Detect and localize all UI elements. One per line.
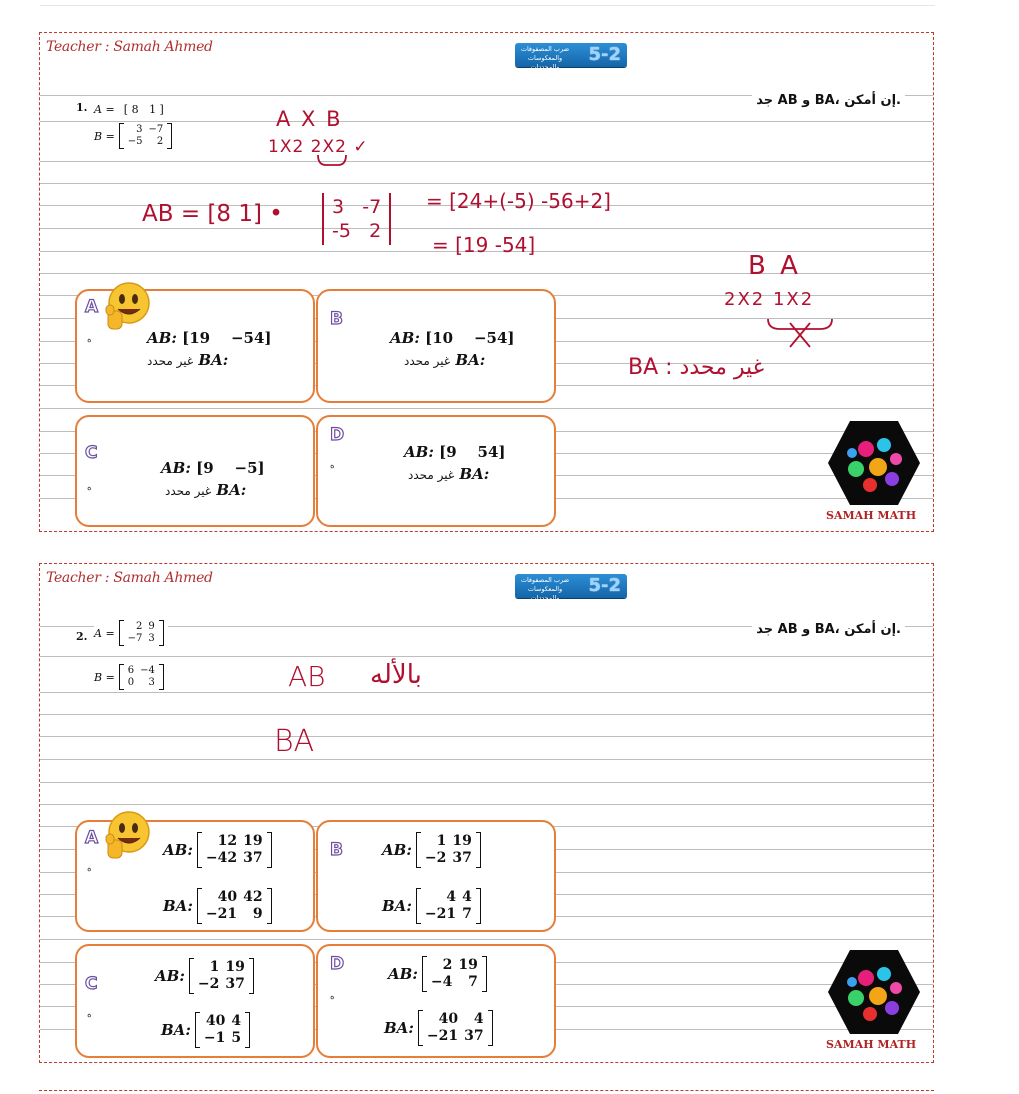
matrix-b: B = 3 −7 −5 2 bbox=[94, 123, 176, 149]
lesson-badge bbox=[515, 574, 627, 602]
option-a[interactable]: A ه AB: [19 −54] غير محدد BA: bbox=[75, 289, 315, 403]
option-b[interactable]: B AB: 1 19 −2 37 BA: 4 4 −21 7 bbox=[316, 820, 556, 932]
option-b-ba: غير محدد BA: bbox=[404, 351, 486, 369]
hw-ba-result: BA : غير محدد bbox=[628, 355, 765, 380]
hw-step1-right: = [24+(-5) -56+2] bbox=[426, 189, 611, 213]
option-c-ab: AB: 1 19 −2 37 bbox=[155, 958, 254, 994]
hw-step1-left: AB = [8 1] • bbox=[142, 201, 283, 227]
thumbs-up-emoji-icon bbox=[102, 808, 156, 862]
matrix-a: A = 2 9 −7 3 bbox=[94, 620, 168, 646]
instruction: جد AB و BA، إن أمكن. bbox=[752, 93, 905, 108]
question-number: 2. bbox=[76, 630, 88, 643]
question-number: 1. bbox=[76, 101, 88, 114]
lesson-title: ضرب المصفوفات والمعكوسات والمحددات bbox=[520, 576, 570, 602]
samah-math-logo bbox=[826, 419, 922, 507]
option-d-ab: AB: 2 19 −4 7 bbox=[388, 956, 487, 992]
lesson-number: 5-2 bbox=[588, 575, 621, 596]
option-b-ba: BA: 4 4 −21 7 bbox=[382, 888, 481, 924]
option-c[interactable]: C ه AB: [9 −5] غير محدد BA: bbox=[75, 415, 315, 527]
hw-order: A X B bbox=[276, 107, 343, 131]
samah-math-logo bbox=[826, 948, 922, 1036]
option-b[interactable]: B AB: [10 −54] غير محدد BA: bbox=[316, 289, 556, 403]
option-c-ab: AB: [9 −5] bbox=[161, 459, 265, 477]
hw-step2: = [19 -54] bbox=[432, 233, 536, 257]
option-c-ba: غير محدد BA: bbox=[165, 481, 247, 499]
lesson-number: 5-2 bbox=[588, 44, 621, 65]
instruction: جد AB و BA، إن أمكن. bbox=[752, 622, 905, 637]
option-d[interactable]: D ه AB: [9 54] غير محدد BA: bbox=[316, 415, 556, 527]
top-divider bbox=[40, 0, 935, 6]
option-b-ab: AB: 1 19 −2 37 bbox=[382, 832, 481, 868]
option-a[interactable]: A ه AB: 12 19 −42 37 BA: 40 42 −21 9 bbox=[75, 820, 315, 932]
option-c[interactable]: C ه AB: 1 19 −2 37 BA: 40 4 −1 5 bbox=[75, 944, 315, 1058]
logo-caption: SAMAH MATH bbox=[826, 1038, 917, 1051]
hw-calculator-note: بالأله bbox=[370, 660, 422, 690]
option-a-ba: غير محدد BA: bbox=[147, 351, 229, 369]
teacher-name: Teacher : Samah Ahmed bbox=[46, 39, 213, 55]
teacher-name: Teacher : Samah Ahmed bbox=[46, 570, 213, 586]
option-d-ab: AB: [9 54] bbox=[404, 443, 506, 461]
option-d-ba: BA: 40 4 −21 37 bbox=[384, 1010, 493, 1046]
option-a-ba: BA: 40 42 −21 9 bbox=[163, 888, 272, 924]
option-b-ab: AB: [10 −54] bbox=[390, 329, 515, 347]
hw-ba-order: B A bbox=[748, 251, 801, 281]
matrix-a: A = [ 8 1 ] bbox=[94, 98, 168, 117]
hw-ba: BA bbox=[274, 724, 315, 759]
slide-question-1 bbox=[39, 32, 934, 532]
option-a-ab: AB: [19 −54] bbox=[147, 329, 272, 347]
option-c-ba: BA: 40 4 −1 5 bbox=[161, 1012, 250, 1048]
lesson-title: ضرب المصفوفات والمعكوسات والمحددات bbox=[520, 45, 570, 71]
hw-dims: 1X2 2X2 ✓ bbox=[268, 137, 369, 157]
matrix-b: B = 6 −4 0 3 bbox=[94, 664, 168, 690]
hw-step1-matrix: 3 -7 -5 2 bbox=[322, 193, 391, 245]
thumbs-up-emoji-icon bbox=[102, 279, 156, 333]
logo-caption: SAMAH MATH bbox=[826, 509, 917, 522]
option-a-ab: AB: 12 19 −42 37 bbox=[163, 832, 272, 868]
hw-ba-dims: 2X2 1X2 bbox=[724, 289, 815, 310]
option-d-ba: غير محدد BA: bbox=[408, 465, 490, 483]
next-slide-edge bbox=[39, 1090, 934, 1091]
slide-question-2 bbox=[39, 563, 934, 1063]
hw-ab: AB bbox=[288, 660, 326, 693]
option-d[interactable]: D ه AB: 2 19 −4 7 BA: 40 4 −21 37 bbox=[316, 944, 556, 1058]
